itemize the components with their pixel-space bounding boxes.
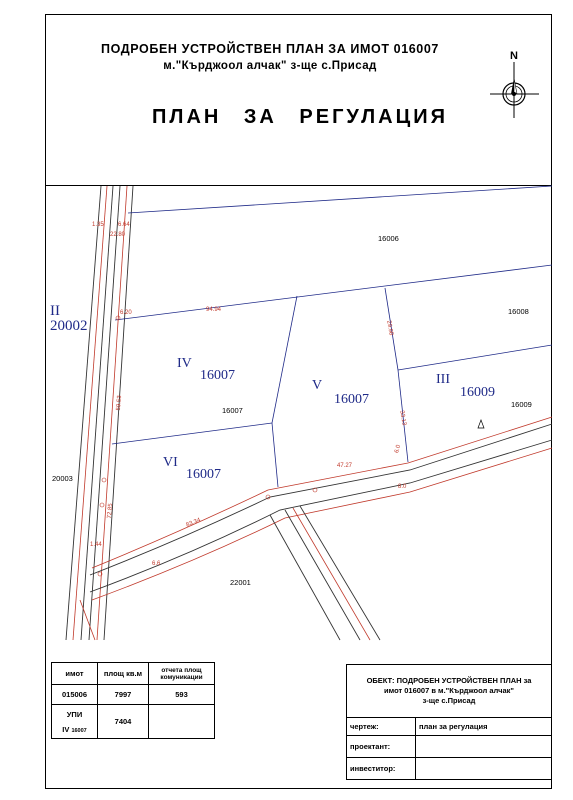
parcel-roman-ii: II — [50, 303, 60, 319]
dimension-label: 6.20 — [120, 310, 132, 316]
parcel-number-v: 16007 — [334, 392, 369, 407]
dimension-label: 59.53 — [115, 395, 124, 411]
area-table-cell — [149, 705, 215, 739]
parcel-number-vi: 16007 — [186, 467, 221, 482]
title-line-2: м."Кърджоол алчак" з-ще с.Присад — [163, 60, 377, 72]
plan-title: ПЛАН ЗА РЕГУЛАЦИЯ — [152, 106, 448, 128]
upi-number: 16007 — [71, 727, 87, 734]
dimension-label: 6.6 — [152, 561, 161, 567]
dimension-label: 8.0 — [398, 484, 407, 490]
title-block — [346, 664, 552, 780]
dimension-label: 33.13 — [398, 410, 407, 426]
area-table-cell: 593 — [149, 685, 215, 705]
area-table-header: площ кв.м — [98, 663, 149, 685]
investor-label: инвеститор: — [347, 758, 416, 780]
drawing-label: чертеж: — [347, 718, 416, 736]
title-line-1: ПОДРОБЕН УСТРОЙСТВЕН ПЛАН ЗА ИМОТ 016007 — [101, 42, 439, 56]
investor-value — [416, 758, 552, 780]
cadastral-id: 16006 — [378, 234, 399, 243]
cadastral-id: 20003 — [52, 474, 73, 483]
south-road — [270, 506, 380, 640]
object-cell — [347, 665, 552, 718]
parcel-roman-v: V — [312, 378, 323, 393]
dimension-label: 29.98 — [385, 320, 394, 336]
area-table-cell — [52, 705, 98, 739]
object-line-3: з-ще с.Присад — [422, 696, 476, 705]
tree-icon — [478, 420, 484, 428]
cadastral-id: 22001 — [230, 578, 251, 587]
parcel-roman-iii: III — [436, 372, 450, 387]
upi-label: УПИ — [66, 709, 83, 719]
north-label: N — [510, 50, 518, 62]
dimension-label: 47.27 — [337, 463, 353, 469]
dimension-label: 22.80 — [110, 232, 126, 238]
area-table-header: имот — [52, 663, 98, 685]
dimension-label: 1.35 — [92, 222, 104, 228]
area-table-cell: 015006 — [52, 685, 98, 705]
dimension-label: 72.85 — [106, 503, 115, 519]
parcel-boundaries — [112, 186, 552, 487]
parcel-roman-vi: VI — [163, 455, 178, 470]
object-line-2: имот 016007 в м."Кърджоол алчак" — [384, 686, 514, 695]
area-table — [51, 662, 215, 739]
designer-value — [416, 736, 552, 758]
cadastral-id: 16007 — [222, 406, 243, 415]
drawing-value: план за регулация — [416, 718, 552, 736]
area-table-cell: 7997 — [98, 685, 149, 705]
dimension-label: 1.44 — [90, 542, 102, 548]
upi-roman: IV — [62, 724, 70, 734]
dimension-label: 6.64 — [118, 222, 130, 228]
designer-label: проектант: — [347, 736, 416, 758]
dimension-label: 83.34 — [185, 517, 202, 529]
object-line-1: ОБЕКТ: ПОДРОБЕН УСТРОЙСТВЕН ПЛАН за — [366, 676, 532, 685]
parcel-number-iv: 16007 — [200, 368, 235, 383]
area-table-header: отчета площ комуникации — [149, 663, 215, 685]
area-table-cell: 7404 — [98, 705, 149, 739]
parcel-number-iii: 16009 — [460, 385, 495, 400]
parcel-number-20002: 20002 — [50, 318, 88, 334]
parcel-roman-iv: IV — [177, 356, 192, 371]
cadastral-id: 16009 — [511, 400, 532, 409]
dimension-label: 6.0 — [394, 444, 403, 454]
cadastral-id: 16008 — [508, 307, 529, 316]
dimension-label: 94.94 — [206, 307, 222, 313]
